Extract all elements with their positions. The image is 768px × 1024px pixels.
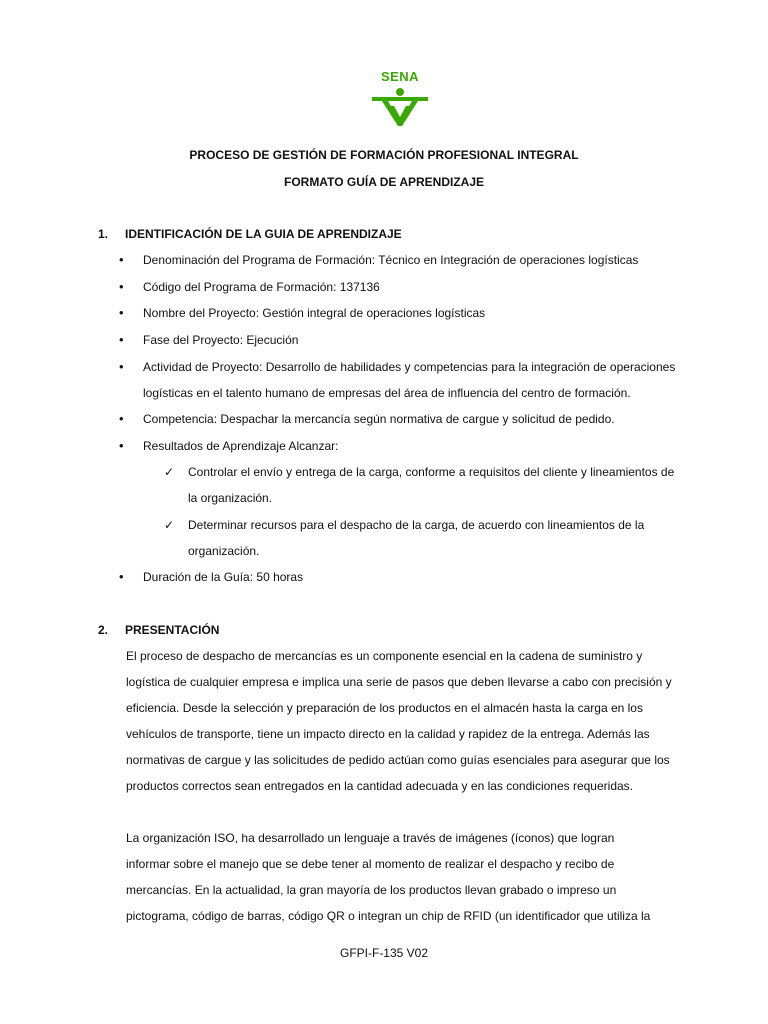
paragraph-line: normativas de cargue y las solicitudes de pedido actúan como guías esenciales para asegurar que los — [126, 753, 670, 767]
list-item: • Duración de la Guía: 50 horas — [119, 569, 304, 584]
section-1-heading — [98, 226, 402, 242]
list-item: • Nombre del Proyecto: Gestión integral de operaciones logísticas — [119, 305, 486, 320]
document-title: PROCESO DE GESTIÓN DE FORMACIÓN PROFESIONAL INTEGRAL — [189, 148, 579, 162]
section-1-title: IDENTIFICACIÓN DE LA GUIA DE APRENDIZAJE — [125, 227, 402, 241]
bullet-icon: • — [119, 438, 124, 453]
paragraph-line: vehículos de transporte, tiene un impacto directo en la calidad y rapidez de la entrega. Además las — [126, 727, 650, 741]
learning-outcome: Controlar el envío y entrega de la carga, conforme a requisitos del cliente y lineamientos de — [188, 465, 675, 479]
list-item-continuation: logísticas en el talento humano de empresas del área de influencia del centro de formación. — [143, 386, 631, 400]
list-item: • Código del Programa de Formación: 137136 — [119, 279, 380, 294]
bullet-icon: • — [119, 279, 124, 294]
section-2-heading — [98, 622, 219, 638]
paragraph-line: productos correctos sean entregados en la cantidad adecuada y en las condiciones requeridas. — [126, 779, 633, 793]
sena-logo — [368, 69, 432, 126]
learning-outcome-continuation: organización. — [188, 544, 260, 558]
bullet-icon: • — [119, 305, 124, 320]
document-footer-code: GFPI-F-135 V02 — [339, 946, 429, 960]
bullet-icon: • — [119, 252, 124, 267]
paragraph-line: logística de cualquier empresa e implica una serie de pasos que deben llevarse a cabo con precisión y — [126, 675, 672, 689]
list-item: • Actividad de Proyecto: Desarrollo de habilidades y competencias para la integración de operaciones — [119, 359, 676, 374]
section-1-number: 1. — [98, 227, 109, 241]
paragraph-line: La organización ISO, ha desarrollado un lenguaje a través de imágenes (íconos) que logran — [126, 831, 615, 845]
paragraph-line: informar sobre el manejo que se debe tener al momento de realizar el despacho y recibo de — [126, 857, 615, 871]
list-item: • Competencia: Despachar la mercancía según normativa de cargue y solicitud de pedido. — [119, 411, 615, 426]
document-subtitle: FORMATO GUÍA DE APRENDIZAJE — [283, 175, 484, 189]
paragraph-line: mercancías. En la actualidad, la gran mayoría de los productos llevan grabado o impreso un — [126, 883, 617, 897]
list-item: • Fase del Proyecto: Ejecución — [119, 332, 299, 347]
learning-outcome-continuation: la organización. — [188, 491, 273, 505]
learning-outcome: Determinar recursos para el despacho de la carga, de acuerdo con lineamientos de la — [188, 518, 645, 532]
bullet-icon: • — [119, 411, 124, 426]
section-2-title: PRESENTACIÓN — [125, 623, 220, 637]
list-item: • Denominación del Programa de Formación: Técnico en Integración de operaciones logísticas — [119, 252, 639, 267]
paragraph-line: pictograma, código de barras, código QR o integran un chip de RFID (un identificador que utiliza la — [126, 909, 651, 923]
section-2-number: 2. — [98, 623, 109, 637]
list-item: • Resultados de Aprendizaje Alcanzar: — [119, 438, 339, 453]
paragraph-line: eficiencia. Desde la selección y preparación de los productos en el almacén hasta la carga en los — [126, 701, 643, 715]
checkmark-icon: ✓ — [164, 518, 175, 532]
bullet-icon: • — [119, 569, 124, 584]
checkmark-icon: ✓ — [164, 465, 175, 479]
paragraph-line: El proceso de despacho de mercancías es un componente esencial en la cadena de suministro y — [126, 649, 643, 663]
sena-logo-text: SENA — [380, 69, 420, 84]
bullet-icon: • — [119, 332, 124, 347]
bullet-icon: • — [119, 359, 124, 374]
